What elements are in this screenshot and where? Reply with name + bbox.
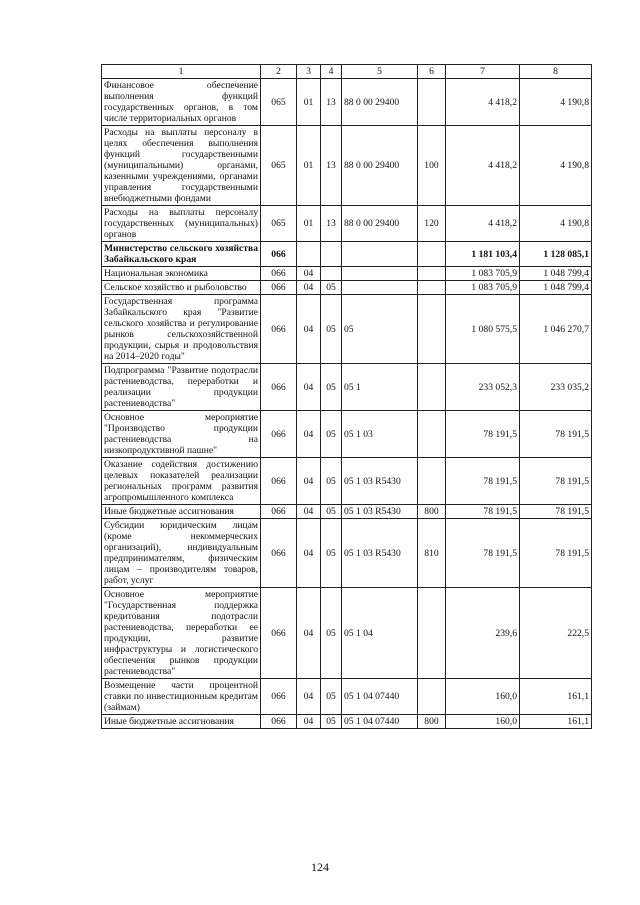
subsection-code-cell [321,267,342,281]
target-article-cell: 88 0 00 29400 [342,126,418,206]
header-cell: 5 [342,65,418,79]
row-name-cell: Финансовое обеспечение выполнения функций государственных органов, в том числе территориальных органов [102,79,261,126]
subsection-code-cell [321,242,342,267]
table-row [102,519,592,588]
table-row [102,715,592,729]
expense-type-cell [418,679,446,715]
amount-2020-cell: 1 048 799,4 [520,281,592,295]
table-row [102,126,592,206]
target-article-cell: 05 1 03 [342,411,418,458]
target-article-cell: 05 1 04 07440 [342,715,418,729]
section-code-cell: 04 [297,715,321,729]
table-header-row [102,65,592,79]
amount-2020-cell: 222,5 [520,588,592,679]
amount-2019-cell: 4 418,2 [446,126,520,206]
subsection-code-cell: 05 [321,458,342,505]
admin-code-cell: 066 [261,458,297,505]
row-name-cell: Иные бюджетные ассигнования [102,505,261,519]
admin-code-cell: 065 [261,79,297,126]
expense-type-cell: 120 [418,206,446,242]
table-row [102,364,592,411]
row-name-cell: Министерство сельского хозяйства Забайкальского края [102,242,261,267]
admin-code-cell: 066 [261,364,297,411]
section-code-cell: 04 [297,295,321,364]
table-row [102,458,592,505]
table-row [102,295,592,364]
amount-2020-cell: 161,1 [520,715,592,729]
table-row [102,79,592,126]
amount-2020-cell: 78 191,5 [520,505,592,519]
admin-code-cell: 066 [261,519,297,588]
amount-2020-cell: 1 128 085,1 [520,242,592,267]
expense-type-cell: 810 [418,519,446,588]
amount-2020-cell: 4 190,8 [520,206,592,242]
target-article-cell: 05 1 04 07440 [342,679,418,715]
admin-code-cell: 066 [261,267,297,281]
section-code-cell: 04 [297,505,321,519]
section-code-cell: 04 [297,364,321,411]
section-code-cell: 01 [297,126,321,206]
admin-code-cell: 066 [261,505,297,519]
subsection-code-cell: 05 [321,588,342,679]
admin-code-cell: 065 [261,206,297,242]
section-code-cell: 04 [297,458,321,505]
target-article-cell: 88 0 00 29400 [342,79,418,126]
target-article-cell: 05 1 03 R5430 [342,519,418,588]
expense-type-cell [418,295,446,364]
subsection-code-cell: 05 [321,295,342,364]
subsection-code-cell: 05 [321,505,342,519]
admin-code-cell: 065 [261,126,297,206]
subsection-code-cell: 13 [321,126,342,206]
row-name-cell: Расходы на выплаты персоналу государственных (муниципальных) органов [102,206,261,242]
row-name-cell: Национальная экономика [102,267,261,281]
row-name-cell: Расходы на выплаты персоналу в целях обеспечения выполнения функций государственными (муниципальными) органами, казенными учреждениями, органами управления государственными внебюджетными фондами [102,126,261,206]
expense-type-cell: 100 [418,126,446,206]
amount-2019-cell: 78 191,5 [446,519,520,588]
amount-2020-cell: 233 035,2 [520,364,592,411]
subsection-code-cell: 13 [321,206,342,242]
table-row [102,679,592,715]
expense-type-cell: 800 [418,715,446,729]
table-row [102,206,592,242]
row-name-cell: Сельское хозяйство и рыболовство [102,281,261,295]
budget-table [101,64,592,729]
admin-code-cell: 066 [261,281,297,295]
header-cell: 7 [446,65,520,79]
admin-code-cell: 066 [261,411,297,458]
amount-2019-cell: 239,6 [446,588,520,679]
target-article-cell [342,281,418,295]
table-body [102,79,592,729]
subsection-code-cell: 05 [321,679,342,715]
header-cell: 2 [261,65,297,79]
expense-type-cell [418,588,446,679]
expense-type-cell [418,79,446,126]
expense-type-cell [418,242,446,267]
subsection-code-cell: 05 [321,281,342,295]
header-cell: 8 [520,65,592,79]
row-name-cell: Оказание содействия достижению целевых показателей реализации региональных программ развития агропромышленного комплекса [102,458,261,505]
amount-2020-cell: 78 191,5 [520,519,592,588]
amount-2019-cell: 1 083 705,9 [446,267,520,281]
amount-2020-cell: 78 191,5 [520,411,592,458]
target-article-cell: 05 1 04 [342,588,418,679]
amount-2020-cell: 4 190,8 [520,126,592,206]
amount-2019-cell: 4 418,2 [446,206,520,242]
table-row [102,588,592,679]
table-row [102,242,592,267]
subsection-code-cell: 05 [321,411,342,458]
table-row [102,505,592,519]
target-article-cell: 05 1 03 R5430 [342,458,418,505]
section-code-cell: 04 [297,281,321,295]
target-article-cell: 05 1 03 R5430 [342,505,418,519]
admin-code-cell: 066 [261,242,297,267]
expense-type-cell [418,364,446,411]
amount-2019-cell: 233 052,3 [446,364,520,411]
section-code-cell: 04 [297,519,321,588]
amount-2020-cell: 4 190,8 [520,79,592,126]
header-cell: 6 [418,65,446,79]
admin-code-cell: 066 [261,295,297,364]
row-name-cell: Субсидии юридическим лицам (кроме некоммерческих организаций), индивидуальным предпринимателям, физическим лицам – производителям товаров, работ, услуг [102,519,261,588]
subsection-code-cell: 05 [321,364,342,411]
page-number: 124 [311,860,329,874]
amount-2019-cell: 160,0 [446,715,520,729]
header-cell: 4 [321,65,342,79]
table-row [102,411,592,458]
target-article-cell: 88 0 00 29400 [342,206,418,242]
row-name-cell: Возмещение части процентной ставки по инвестиционным кредитам (займам) [102,679,261,715]
amount-2020-cell: 161,1 [520,679,592,715]
target-article-cell [342,242,418,267]
section-code-cell: 04 [297,679,321,715]
subsection-code-cell: 13 [321,79,342,126]
target-article-cell [342,267,418,281]
amount-2019-cell: 78 191,5 [446,411,520,458]
row-name-cell: Основное мероприятие "Производство продукции растениеводства на низкопродуктивной пашне" [102,411,261,458]
amount-2019-cell: 160,0 [446,679,520,715]
expense-type-cell [418,411,446,458]
row-name-cell: Основное мероприятие "Государственная поддержка кредитования подотрасли растениеводства, переработки ее продукции, развитие инфраструктуры и логистического обеспечения рынков продукции растениеводства" [102,588,261,679]
table-row [102,267,592,281]
header-cell: 3 [297,65,321,79]
section-code-cell: 04 [297,588,321,679]
amount-2020-cell: 1 048 799,4 [520,267,592,281]
section-code-cell: 04 [297,267,321,281]
amount-2019-cell: 78 191,5 [446,458,520,505]
amount-2019-cell: 1 080 575,5 [446,295,520,364]
table-row [102,281,592,295]
amount-2020-cell: 1 046 270,7 [520,295,592,364]
row-name-cell: Подпрограмма "Развитие подотрасли растениеводства, переработки и реализации продукции растениеводства" [102,364,261,411]
expense-type-cell [418,281,446,295]
header-cell: 1 [102,65,261,79]
amount-2020-cell: 78 191,5 [520,458,592,505]
section-code-cell [297,242,321,267]
amount-2019-cell: 1 083 705,9 [446,281,520,295]
section-code-cell: 01 [297,79,321,126]
admin-code-cell: 066 [261,588,297,679]
amount-2019-cell: 78 191,5 [446,505,520,519]
section-code-cell: 04 [297,411,321,458]
subsection-code-cell: 05 [321,519,342,588]
amount-2019-cell: 1 181 103,4 [446,242,520,267]
section-code-cell: 01 [297,206,321,242]
row-name-cell: Государственная программа Забайкальского края "Развитие сельского хозяйства и регулирование рынков сельскохозяйственной продукции, сырья и продовольствия на 2014–2020 годы" [102,295,261,364]
expense-type-cell [418,458,446,505]
subsection-code-cell: 05 [321,715,342,729]
target-article-cell: 05 [342,295,418,364]
admin-code-cell: 066 [261,679,297,715]
target-article-cell: 05 1 [342,364,418,411]
row-name-cell: Иные бюджетные ассигнования [102,715,261,729]
admin-code-cell: 066 [261,715,297,729]
amount-2019-cell: 4 418,2 [446,79,520,126]
expense-type-cell: 800 [418,505,446,519]
expense-type-cell [418,267,446,281]
